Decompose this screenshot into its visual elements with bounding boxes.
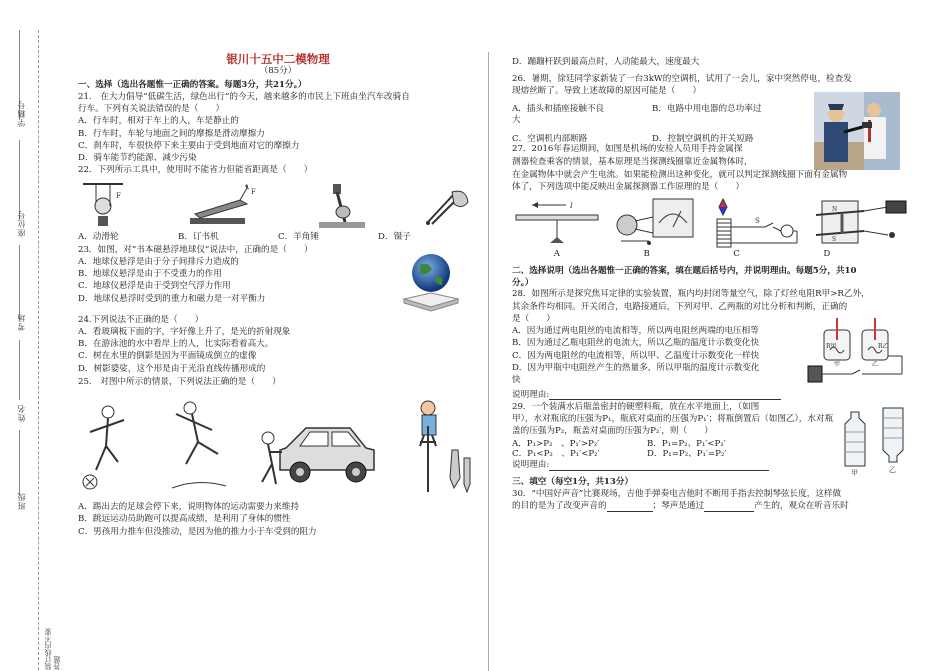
q26-q27-block <box>512 98 912 170</box>
q30-text-c: 产生的，观众在听音乐时 <box>754 500 849 511</box>
label-seat-number: 座位号 <box>17 210 26 237</box>
q29-reason-label: 说明理由: <box>512 460 550 471</box>
q30-text-a: 的目的是为了改变声音的 <box>512 500 607 511</box>
q23-option-c: C．地球仪悬浮是由于受到空气浮力作用 <box>78 281 231 292</box>
q21-option-d: D．骑车能节约能源、减少污染 <box>78 153 197 164</box>
q26-option-a: A．插头和插座接触不良 <box>512 104 605 115</box>
label-class: 班级 <box>17 492 26 510</box>
q29-reason-blank[interactable] <box>549 462 769 471</box>
galvanometer-figure-b <box>613 197 699 249</box>
q27-label-d: D <box>823 249 831 260</box>
q28-option-c: C．因为两电阻丝的电流相等，所以甲、乙温度计示数变化一样快 <box>512 350 760 361</box>
pulley-icon <box>78 182 138 230</box>
q28-reason-label: 说明理由: <box>512 389 550 400</box>
q26-option-d: D．控制空调机的开关短路 <box>652 133 754 144</box>
q27-label-b: B <box>643 249 650 260</box>
svg-text:I: I <box>570 202 573 211</box>
q21-stem-line1: 21. 在大力倡导“低碳生活，绿色出行”的今天，越来越多的市民上下班由坐汽车改骑自 <box>78 91 410 102</box>
q24-option-c: C．树在水里的倒影是因为平面镜成倒立的虚像 <box>78 351 257 362</box>
q25-option-b: B．跳远运动员助跑可以提高成绩，是利用了身体的惯性 <box>78 514 291 525</box>
field-line <box>19 340 20 400</box>
joule-law-apparatus <box>806 316 906 384</box>
q22-tool-figures <box>78 182 478 230</box>
jar-b-label: 乙 <box>872 361 879 369</box>
section2-heading-line1: 二、选择说明（选出各题惟一正确的答案，填在题后括号内，并说明理由。每题5分，共10 <box>512 265 857 276</box>
long-jump-icon <box>168 398 228 498</box>
q23-block <box>78 245 478 315</box>
svg-text:S: S <box>754 217 760 226</box>
q21-option-a: A．行车时，相对于车上的人，车是静止的 <box>78 116 239 127</box>
q24-option-d: D．树影婆娑，这个形是由于光沿直线传播形成的 <box>78 363 266 374</box>
q30-line2 <box>512 501 912 512</box>
q23-stem: 23．如图，对“书本磁悬浮地球仪”说法中，正确的是（ ） <box>78 244 313 255</box>
q25-option-c: C．男孩用力推车但没推动，是因为他的推力小于车受到的阻力 <box>78 526 317 537</box>
q29-option-c: C．P₁<P₂ 、P₁′<P₂′ <box>512 449 600 460</box>
bottle-a-label: 甲 <box>851 468 858 476</box>
q25-scene-figures <box>78 398 478 498</box>
q26-stem-line2: 现熔丝断了。导致上述故障的原因可能是（ ） <box>512 85 702 96</box>
coil-compass-figure-c <box>711 197 801 249</box>
q29-line3: 盖的压强为P₂，瓶盖对桌面的压强为P₂′，则（ ） <box>512 426 713 437</box>
q24-option-a: A．看玻璃板下面的字，字好像上升了，是光的折射现象 <box>78 326 291 337</box>
stapler-icon <box>185 182 265 230</box>
svg-text:N: N <box>831 206 838 214</box>
q28-option-a: A．因为通过两电阻丝的电流相等，所以两电阻丝两端的电压相等 <box>512 326 759 337</box>
q27-line2: 测器检查乘客的情景，基本原理是当探测线圈靠近金属物体时， <box>512 156 753 167</box>
pogo-stick-icon <box>408 398 478 498</box>
push-car-icon <box>258 398 378 498</box>
column-divider <box>488 52 489 671</box>
q22-label-b: B．订书机 <box>178 231 219 242</box>
q30-line1: 30．“中国好声音”比赛现场，吉他手弹奏电吉他时不断用手指去控制琴弦长度，这样做 <box>512 488 842 499</box>
q26-option-c: C．空调机内部断路 <box>512 133 588 144</box>
q29-line2: 甲），水对瓶底的压强为P₁，瓶底对桌面的压强为P₁′；将瓶倒置后（如图乙），水对瓶 <box>512 414 834 425</box>
svg-text:S: S <box>831 236 837 244</box>
section1-heading: 一、选择（选出各题惟一正确的答案。每题3分，共21分。） <box>78 80 307 91</box>
label-exam-room: 考场 <box>17 313 26 331</box>
q25-option-d: D．蹦蹦杆跃到最高点时，人动能最大，速度最大 <box>512 57 700 67</box>
label-student-id: 学籍号 <box>17 100 26 127</box>
q28-option-d: D．因为甲瓶中电阻丝产生的热量多，所以甲瓶的温度计示数变化 <box>512 362 760 373</box>
q25-option-a: A．踢出去的足球会停下来，说明物体的运动需要力来维持 <box>78 502 300 513</box>
q22-label-d: D．镊子 <box>378 231 411 242</box>
q28-option-d-cont: 快 <box>512 375 521 386</box>
rail-battery-figure-d <box>812 197 912 249</box>
svg-text:F: F <box>250 187 256 196</box>
bottle-b-label: 乙 <box>889 465 896 474</box>
q21-option-b: B．行车时，车轮与地面之间的摩擦是滑动摩擦力 <box>78 128 265 139</box>
q28-line3: 是（ ） <box>512 313 555 324</box>
q27-label-a: A <box>553 249 560 260</box>
q23-option-d: D．地球仪悬浮时受到的重力和磁力是一对平衡力 <box>78 293 266 304</box>
q27-option-figures <box>512 197 912 249</box>
total-score: （85分） <box>259 66 297 77</box>
maglev-globe-icon <box>398 249 464 315</box>
q29-line1: 29．一个装满水后瓶盖密封的硬塑料瓶，放在水平地面上，（如图 <box>512 401 760 412</box>
resistor-a-label: R甲 <box>826 343 837 351</box>
q27-option-labels <box>512 249 912 260</box>
binding-dashed-line <box>38 30 39 670</box>
resistor-b-label: R乙 <box>878 343 889 351</box>
q30-blank-2[interactable] <box>704 503 754 512</box>
q21-option-c: C．刹车时，车很快停下来主要由于受到地面对它的摩擦力 <box>78 140 300 151</box>
left-column <box>78 52 478 539</box>
q30-text-b: ；琴声是通过 <box>652 500 705 511</box>
q25-stem: 25. 对图中所示的情景，下列说法正确的是（ ） <box>78 377 281 388</box>
q28-reason-blank[interactable] <box>549 391 781 400</box>
q24-option-b: B．在游泳池的水中看岸上的人，比实际看着高大。 <box>78 339 274 350</box>
section3-heading: 三、填空（每空1分，共13分） <box>512 476 634 487</box>
q28-reason <box>512 390 802 401</box>
bottles-figure <box>839 402 909 476</box>
q28-line2: 其余条件均相同。开关闭合，电路接通后，下列对甲、乙两瓶的对比分析和判断，正确的 <box>512 301 848 312</box>
q23-option-a: A．地球仪悬浮是由于分子间排斥力造成的 <box>78 256 239 267</box>
security-check-photo <box>814 92 900 170</box>
q27-line1: 27．2016年春运期间，如图是机场的安检人员用手持金属探 <box>512 144 743 155</box>
q24-stem: 24.下列说法不正确的是（ ） <box>78 314 204 325</box>
binding-note: 装订线内不要答题 <box>44 628 61 670</box>
q28-line1: 28．如图所示是探究焦耳定律的实验装置，瓶内均封闭等量空气，除了灯丝电阻R甲>R乙外， <box>512 289 870 300</box>
tweezers-icon <box>418 182 478 230</box>
section2-heading-line2: 分。） <box>512 277 534 288</box>
right-column <box>512 57 912 513</box>
magnet-rail-figure-a <box>512 197 602 249</box>
svg-text:F: F <box>116 191 121 200</box>
q29-option-a: A．P₁>P₂ 、P₁′>P₂′ <box>512 438 600 449</box>
claw-hammer-icon <box>311 182 371 230</box>
q29-block <box>512 402 912 476</box>
field-line <box>19 430 20 495</box>
q29-reason <box>512 460 837 471</box>
q27-label-c: C <box>733 249 740 260</box>
label-name: 姓名 <box>17 404 26 422</box>
q29-option-b: B．P₁=P₂、P₁′<P₂′ <box>647 438 726 449</box>
q28-option-b: B．因为通过乙瓶电阻丝的电流大，所以乙瓶的温度计示数变化快 <box>512 338 759 349</box>
q30-blank-1[interactable] <box>607 503 653 512</box>
q26-option-b: B．电路中用电器的总功率过 <box>652 104 762 115</box>
q23-option-b: B．地球仪悬浮是由于不受重力的作用 <box>78 269 222 280</box>
football-kick-icon <box>78 398 138 498</box>
q29-option-d: D．P₁=P₂、P₁′=P₂′ <box>647 449 727 460</box>
q26-stem-line1: 26．暑期，徐廷同学家新装了一台3kW的空调机，试用了一会儿，家中突然停电，检查发 <box>512 73 852 84</box>
q22-label-a: A．动滑轮 <box>78 231 119 242</box>
binding-margin <box>14 30 62 670</box>
q26-option-b-cont: 大 <box>512 114 521 125</box>
q28-block <box>512 326 912 402</box>
field-line <box>19 140 20 220</box>
q27-line3: 在金属物体中就会产生电流。如果能检测出这种变化，就可以判定探测线圈下面有金属物 <box>512 170 848 181</box>
q22-stem: 22．下列所示工具中，使用时不能省力但能省距离是（ ） <box>78 165 313 176</box>
q22-label-c: C．羊角锤 <box>278 231 319 242</box>
q21-stem-line2: 行车。下列有关说法错误的是（ ） <box>78 104 225 115</box>
jar-a-label: 甲 <box>834 361 841 369</box>
q27-line4: 体了，下列选项中能反映出金属探测器工作原理的是（ ） <box>512 182 745 193</box>
field-line <box>19 245 20 320</box>
page-title: 银川十五中二模物理 <box>226 52 330 66</box>
q22-option-labels <box>78 232 478 243</box>
